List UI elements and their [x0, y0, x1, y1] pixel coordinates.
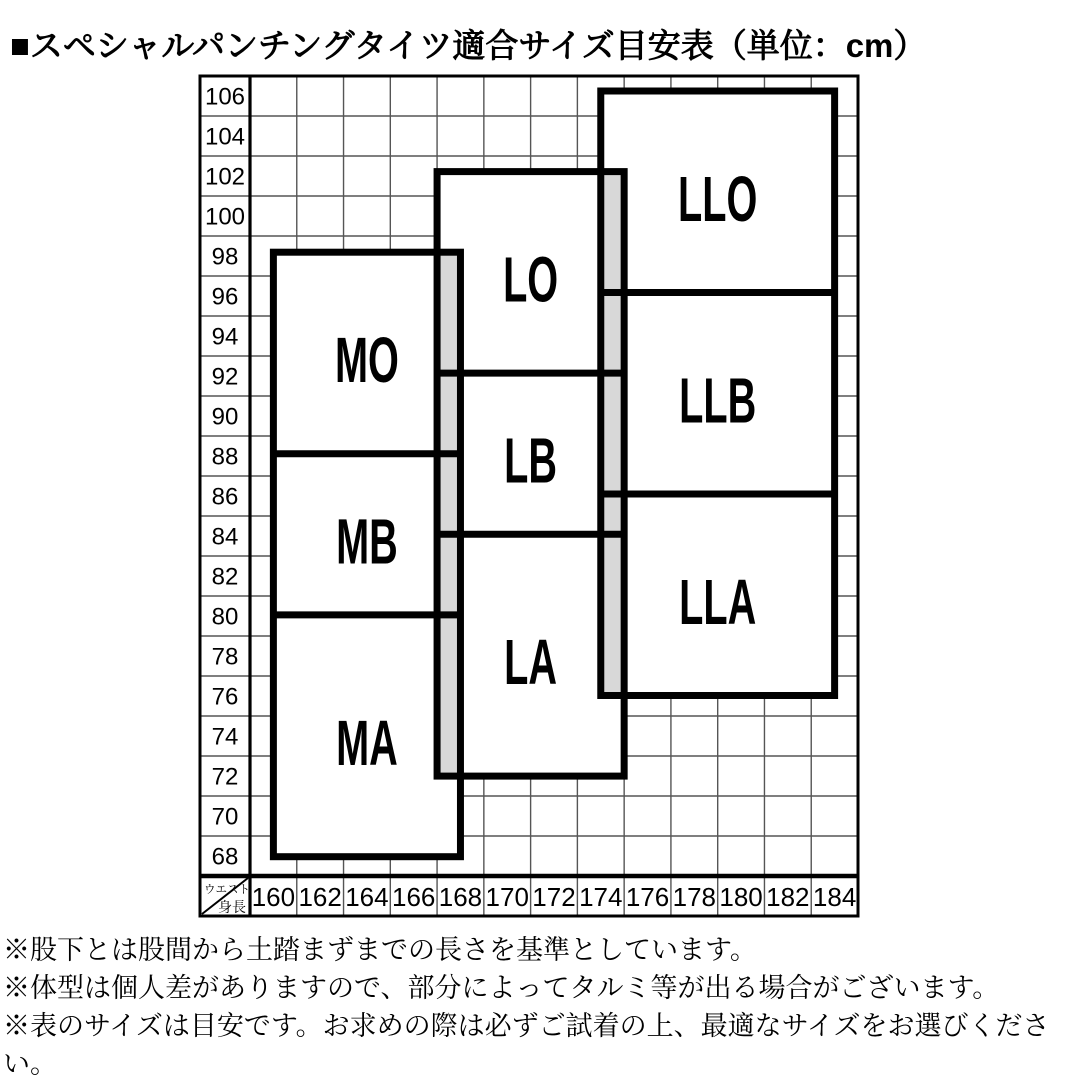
- waist-tick-84: 84: [211, 523, 239, 551]
- waist-tick-70: 70: [211, 803, 239, 831]
- size-label-LB: LB: [504, 426, 558, 498]
- notes: [3, 931, 1061, 1083]
- waist-tick-88: 88: [211, 443, 239, 471]
- note-line: ※体型は個人差がありますので、部分によってタルミ等が出る場合がございます。: [3, 973, 1000, 1003]
- waist-tick-104: 104: [204, 123, 246, 151]
- corner-label-waist: ウエスト: [204, 884, 250, 896]
- overlap-strip-L-LL: [601, 172, 624, 696]
- height-tick-164: 164: [345, 882, 389, 912]
- size-label-MB: MB: [336, 506, 398, 578]
- note-line: ※表のサイズは目安です。お求めの際は必ずご試着の上、最適なサイズをお選びください。: [3, 1011, 1050, 1079]
- height-tick-170: 170: [485, 882, 529, 912]
- waist-tick-78: 78: [211, 643, 239, 671]
- waist-tick-76: 76: [211, 683, 239, 711]
- corner-label-height: 身長: [218, 899, 246, 915]
- waist-tick-98: 98: [211, 243, 239, 271]
- waist-tick-94: 94: [211, 323, 239, 351]
- size-label-LLB: LLB: [679, 365, 757, 437]
- height-tick-176: 176: [625, 882, 670, 912]
- size-label-LLA: LLA: [679, 567, 757, 639]
- note-line: ※股下とは股間から土踏まずまでの長さを基準としています。: [3, 935, 757, 965]
- height-tick-184: 184: [812, 882, 857, 912]
- waist-tick-86: 86: [211, 483, 239, 511]
- height-tick-172: 172: [532, 882, 576, 912]
- waist-tick-96: 96: [211, 283, 239, 311]
- waist-tick-100: 100: [204, 203, 246, 231]
- waist-tick-72: 72: [211, 763, 239, 791]
- waist-tick-82: 82: [211, 563, 239, 591]
- height-tick-166: 166: [391, 882, 436, 912]
- waist-tick-80: 80: [211, 603, 239, 631]
- height-tick-178: 178: [672, 882, 717, 912]
- size-label-LLO: LLO: [678, 164, 758, 236]
- waist-tick-90: 90: [211, 403, 239, 431]
- height-tick-182: 182: [766, 882, 810, 912]
- page-title: ■スペシャルパンチングタイツ適合サイズ目安表（単位：cm）: [10, 27, 927, 64]
- height-tick-180: 180: [719, 882, 763, 912]
- size-label-LO: LO: [503, 244, 559, 316]
- height-tick-160: 160: [251, 882, 296, 912]
- overlap-strip-M-L: [437, 252, 460, 776]
- height-tick-162: 162: [298, 882, 342, 912]
- waist-tick-102: 102: [204, 163, 246, 191]
- height-tick-174: 174: [579, 882, 623, 912]
- size-label-LA: LA: [504, 627, 558, 699]
- height-tick-168: 168: [438, 882, 483, 912]
- waist-tick-106: 106: [204, 83, 246, 111]
- waist-tick-74: 74: [211, 723, 239, 751]
- waist-tick-68: 68: [211, 843, 239, 871]
- size-label-MO: MO: [334, 325, 399, 397]
- waist-tick-92: 92: [211, 363, 239, 391]
- size-label-MA: MA: [336, 708, 398, 780]
